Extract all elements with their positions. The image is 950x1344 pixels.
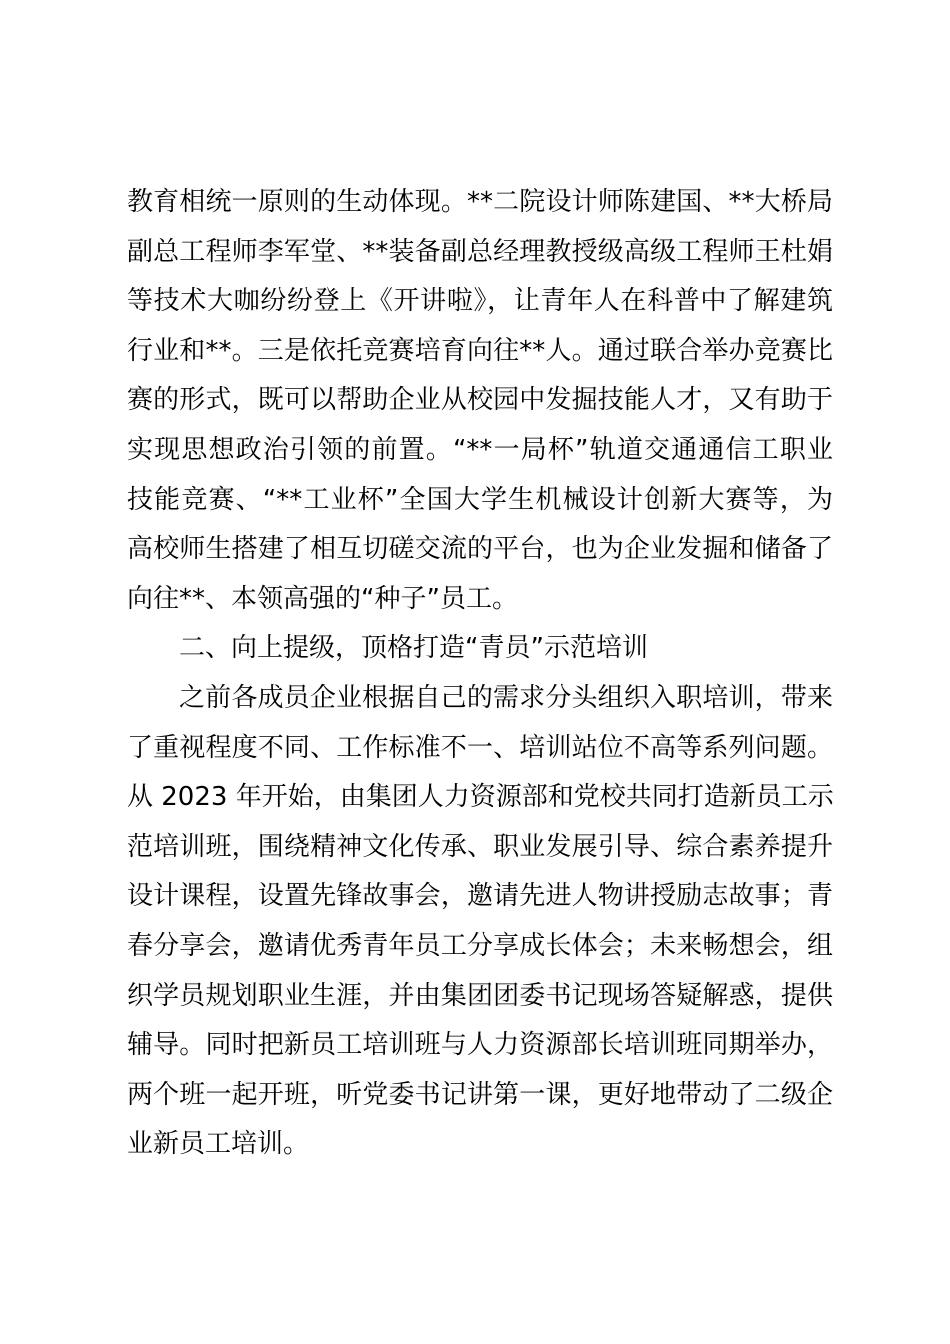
text-line: 织学员规划职业生涯，并由集团团委书记现场答疑解惑，提供 bbox=[127, 980, 833, 1011]
text-line: 赛的形式，既可以帮助企业从校园中发掘技能人才，又有助于 bbox=[127, 385, 833, 416]
text-line: 教育相统一原则的生动体现。**二院设计师陈建国、**大桥局 bbox=[127, 187, 833, 217]
text-line: 从 2023 年开始，由集团人力资源部和党校共同打造新员工示 bbox=[127, 782, 834, 813]
paragraph-end-line: 业新员工培训。 bbox=[127, 1129, 310, 1160]
text-line: 高校师生搭建了相互切磋交流的平台，也为企业发掘和储备了 bbox=[127, 534, 833, 565]
paragraph-end-line: 向往**、本领高强的“种子”员工。 bbox=[127, 583, 518, 614]
body-text bbox=[127, 178, 833, 1170]
text-line: 行业和**。三是依托竞赛培育向往**人。通过联合举办竞赛比 bbox=[127, 335, 833, 366]
text-line: 春分享会，邀请优秀青年员工分享成长体会；未来畅想会，组 bbox=[127, 930, 833, 961]
text-line: 等技术大咖纷纷登上《开讲啦》，让青年人在科普中了解建筑 bbox=[127, 286, 833, 317]
text-line: 实现思想政治引领的前置。“**一局杯”轨道交通通信工职业 bbox=[127, 434, 833, 465]
text-line: 辅导。同时把新员工培训班与人力资源部长培训班同期举办， bbox=[127, 1030, 833, 1061]
text-line: 范培训班，围绕精神文化传承、职业发展引导、综合素养提升 bbox=[127, 831, 833, 862]
text-line: 技能竞赛、“**工业杯”全国大学生机械设计创新大赛等，为 bbox=[127, 484, 833, 515]
text-line: 两个班一起开班，听党委书记讲第一课，更好地带动了二级企 bbox=[127, 1079, 833, 1110]
text-line: 副总工程师李军堂、**装备副总经理教授级高级工程师王杜娟 bbox=[127, 236, 833, 267]
section-heading: 二、向上提级，顶格打造“青员”示范培训 bbox=[179, 633, 648, 664]
paragraph-first-line: 之前各成员企业根据自己的需求分头组织入职培训，带来 bbox=[179, 682, 833, 713]
text-line: 了重视程度不同、工作标准不一、培训站位不高等系列问题。 bbox=[127, 732, 833, 763]
text-line: 设计课程，设置先锋故事会，邀请先进人物讲授励志故事；青 bbox=[127, 881, 833, 912]
